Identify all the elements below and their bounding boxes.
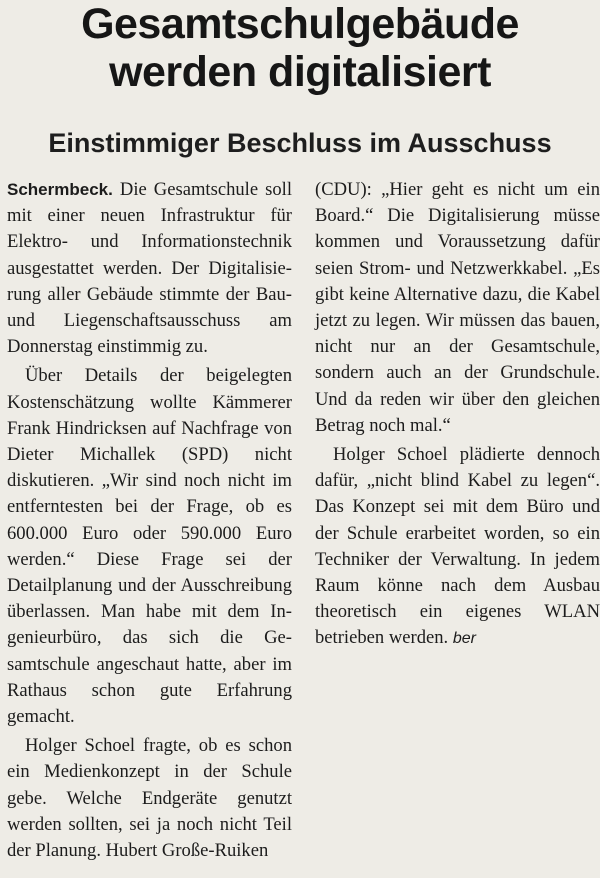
paragraph-4-text: Holger Schoel plädierte dennoch dafür, „nicht blind Kabel zu legen“. Das Konzept sei mit dem Büro und der Schule erarbeitet worden, so ein Techniker der Verwaltung. In jedem Raum könne nach dem Ausbau theoretisch ein eigenes WLAN betrieben werden. <box>315 444 600 649</box>
paragraph-3-continued: (CDU): „Hier geht es nicht um ein Board.“ Die Digitalisierung müsse kommen und Voraussetzung dafür seien Strom- und Netzwerkkabel. „Es gibt keine Alternative dazu, die Kabel jetzt zu legen. Wir müssen das bauen, nicht nur an der Gesamtschule, sondern auch an der Grundschule. Und da reden wir über den gleichen Betrag noch mal.“ <box>315 179 600 436</box>
text-column-right <box>315 177 600 653</box>
paragraph-2: Über Details der beigelegten Kostenschätzung wollte Kämmerer Frank Hindricksen auf Nachfrage von Dieter Michallek (SPD) nicht diskutieren. „Wir sind noch nicht im entferntesten bei der Frage, ob es 600.000 Euro oder 590.000 Euro werden.“ Diese Frage sei der Detailplanung und der Ausschreibung überlassen. Man habe mit dem Ingenieurbüro, das sich die Gesamtschule angeschaut hatte, aber im Rathaus schon gute Erfahrung gemacht. <box>7 365 292 728</box>
paragraph-1-text: Die Gesamtschule soll mit einer neuen Infrastruktur für Elektro- und Informationstechnik ausgestattet werden. Der Digitalisierung aller Gebäude stimmte der Bau- und Liegenschaftsausschuss am Donnerstag einstimmig zu. <box>7 179 292 358</box>
dateline: Schermbeck. <box>7 180 113 199</box>
headline-line-2: werden digitalisiert <box>109 48 491 96</box>
author-initials: ber <box>452 630 476 648</box>
paragraph-4 <box>315 442 600 653</box>
article-subheadline: Einstimmiger Beschluss im Ausschuss <box>48 128 552 158</box>
text-column-left <box>7 177 292 864</box>
headline-line-1: Gesamtschulgebäude <box>81 0 519 48</box>
article-headline <box>0 0 600 96</box>
paragraph-3: Holger Schoel fragte, ob es schon ein Medienkonzept in der Schule gebe. Welche Endgeräte genutzt werden sollten, sei ja noch nicht Teil der Planung. Hubert Große-Ruiken <box>7 735 292 862</box>
paragraph-1 <box>7 177 292 360</box>
